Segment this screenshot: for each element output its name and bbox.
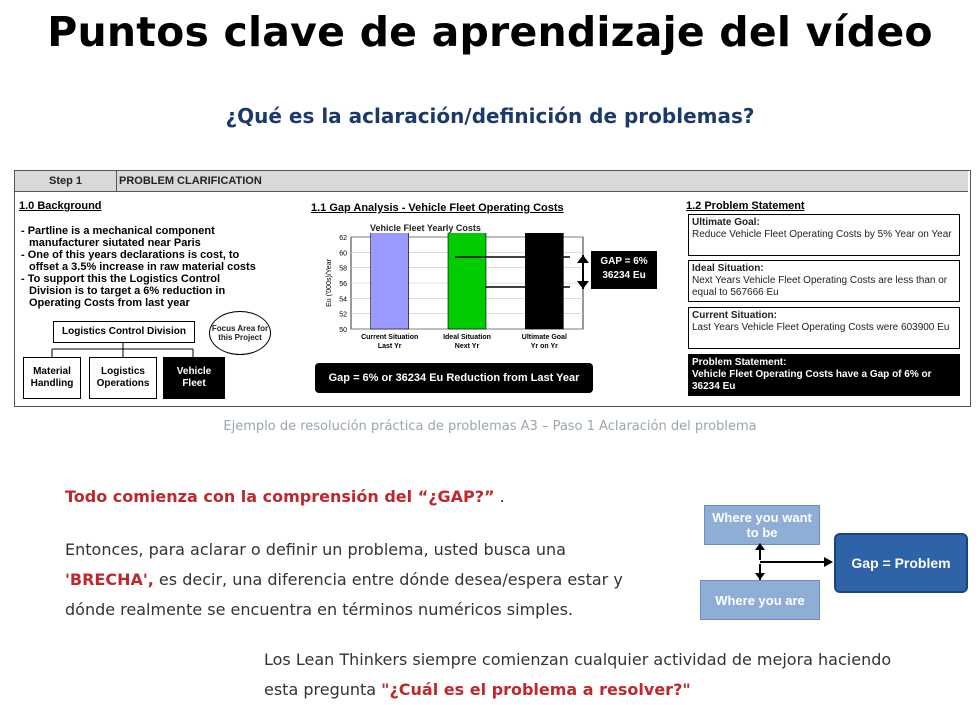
gap-diagram: [698, 500, 970, 625]
closing-part1: Los Lean Thinkers siempre comienzan cualquier actividad de mejora haciendo esta pregunta: [264, 650, 892, 699]
bullet-line: - One of this years declarations is cost, to: [21, 249, 240, 261]
gap-equals-problem-box: Gap = Problem: [834, 533, 968, 593]
gap-arrow: [455, 249, 595, 299]
x-tick-label: Ultimate Goal: [521, 334, 567, 341]
problem-statement-box: [688, 354, 960, 396]
current-situation-text: Last Years Vehicle Fleet Operating Costs were 603900 Eu: [692, 322, 950, 333]
org-child-vehicle-fleet: Vehicle Fleet: [163, 357, 225, 399]
bullet-line: manufacturer siutated near Paris: [29, 237, 201, 249]
gap-callout-box: [591, 251, 657, 289]
closing-paragraph: [264, 645, 904, 705]
background-heading: 1.0 Background: [19, 200, 102, 212]
y-tick-label: 54: [339, 296, 347, 304]
ideal-situation-label: Ideal Situation:: [692, 263, 764, 274]
y-tick-label: 50: [339, 327, 347, 334]
bar: [371, 233, 409, 329]
bullet-line: - To support this the Logistics Control: [21, 273, 221, 285]
bullet-line: Operating Costs from last year: [29, 297, 190, 309]
where-you-want-box: Where you want to be: [704, 505, 820, 545]
gap-analysis-heading: 1.1 Gap Analysis - Vehicle Fleet Operating Costs: [311, 202, 564, 214]
current-situation-label: Current Situation:: [692, 310, 777, 321]
x-tick-label: Ideal Situation: [443, 334, 491, 341]
y-tick-label: 62: [339, 235, 347, 242]
y-tick-label: 60: [339, 250, 347, 258]
org-child-material-handling: Material Handling: [23, 357, 81, 399]
lead-dot: .: [494, 487, 505, 506]
where-you-are-box: Where you are: [700, 580, 820, 620]
ultimate-goal-box: [688, 214, 960, 256]
x-tick-label: Next Yr: [454, 343, 480, 350]
step-label: Step 1: [15, 171, 117, 191]
org-child-logistics-operations: Logistics Operations: [89, 357, 157, 399]
gap-callout-line1: GAP = 6%: [600, 256, 648, 267]
ideal-situation-box: [688, 260, 960, 302]
gap-explanation-paragraph: [65, 535, 655, 625]
gap-summary-box: Gap = 6% or 36234 Eu Reduction from Last Year: [315, 363, 593, 393]
bullet-line: offset a 3.5% increase in raw material costs: [29, 261, 256, 273]
gap-diagram-arrows: [698, 500, 838, 625]
y-axis-label: Eu ('000s)/Year: [326, 259, 333, 307]
section-subtitle: ¿Qué es la aclaración/definición de problemas?: [225, 104, 755, 128]
problem-statement-label: Problem Statement:: [692, 357, 787, 368]
ultimate-goal-text: Reduce Vehicle Fleet Operating Costs by 5% Year on Year: [692, 229, 952, 240]
a3-problem-clarification-figure: [14, 170, 971, 407]
y-tick-label: 58: [339, 265, 347, 273]
problem-statement-heading: 1.2 Problem Statement: [686, 200, 805, 212]
bullet-line: Division is to target a 6% reduction in: [29, 285, 226, 297]
figure-caption: Ejemplo de resolución práctica de problemas A3 – Paso 1 Aclaración del problema: [223, 419, 757, 434]
para-part2: es decir, una diferencia entre dónde desea/espera estar y dónde realmente se encuentra en términos numéricos simples.: [65, 570, 623, 619]
page-title: Puntos clave de aprendizaje del vídeo: [47, 8, 933, 56]
lead-statement: [65, 487, 505, 506]
para-highlight: 'BRECHA',: [65, 570, 154, 589]
lead-text: Todo comienza con la comprensión del “¿GAP?”: [65, 487, 495, 506]
bullet-line: - Partline is a mechanical component: [21, 225, 215, 237]
x-tick-label: Current Situation: [361, 334, 419, 341]
gap-callout-line2: 36234 Eu: [602, 270, 646, 281]
problem-statement-text: Vehicle Fleet Operating Costs have a Gap of 6% or 36234 Eu: [692, 369, 932, 392]
chart-title: Vehicle Fleet Yearly Costs: [370, 223, 481, 233]
step-title: PROBLEM CLARIFICATION: [119, 175, 262, 187]
x-tick-label: Last Yr: [377, 343, 402, 350]
focus-area-cloud: Focus Area for this Project: [209, 311, 271, 355]
closing-highlight: "¿Cuál es el problema a resolver?": [381, 680, 691, 699]
para-part1: Entonces, para aclarar o definir un problema, usted busca una: [65, 540, 566, 559]
y-tick-label: 52: [339, 311, 347, 319]
x-tick-label: Yr on Yr: [530, 343, 558, 350]
ideal-situation-text: Next Years Vehicle Fleet Operating Costs are less than or equal to 567666 Eu: [692, 275, 948, 298]
org-top-box: Logistics Control Division: [53, 321, 195, 343]
y-tick-label: 56: [339, 281, 347, 288]
current-situation-box: [688, 307, 960, 349]
ultimate-goal-label: Ultimate Goal:: [692, 217, 760, 228]
